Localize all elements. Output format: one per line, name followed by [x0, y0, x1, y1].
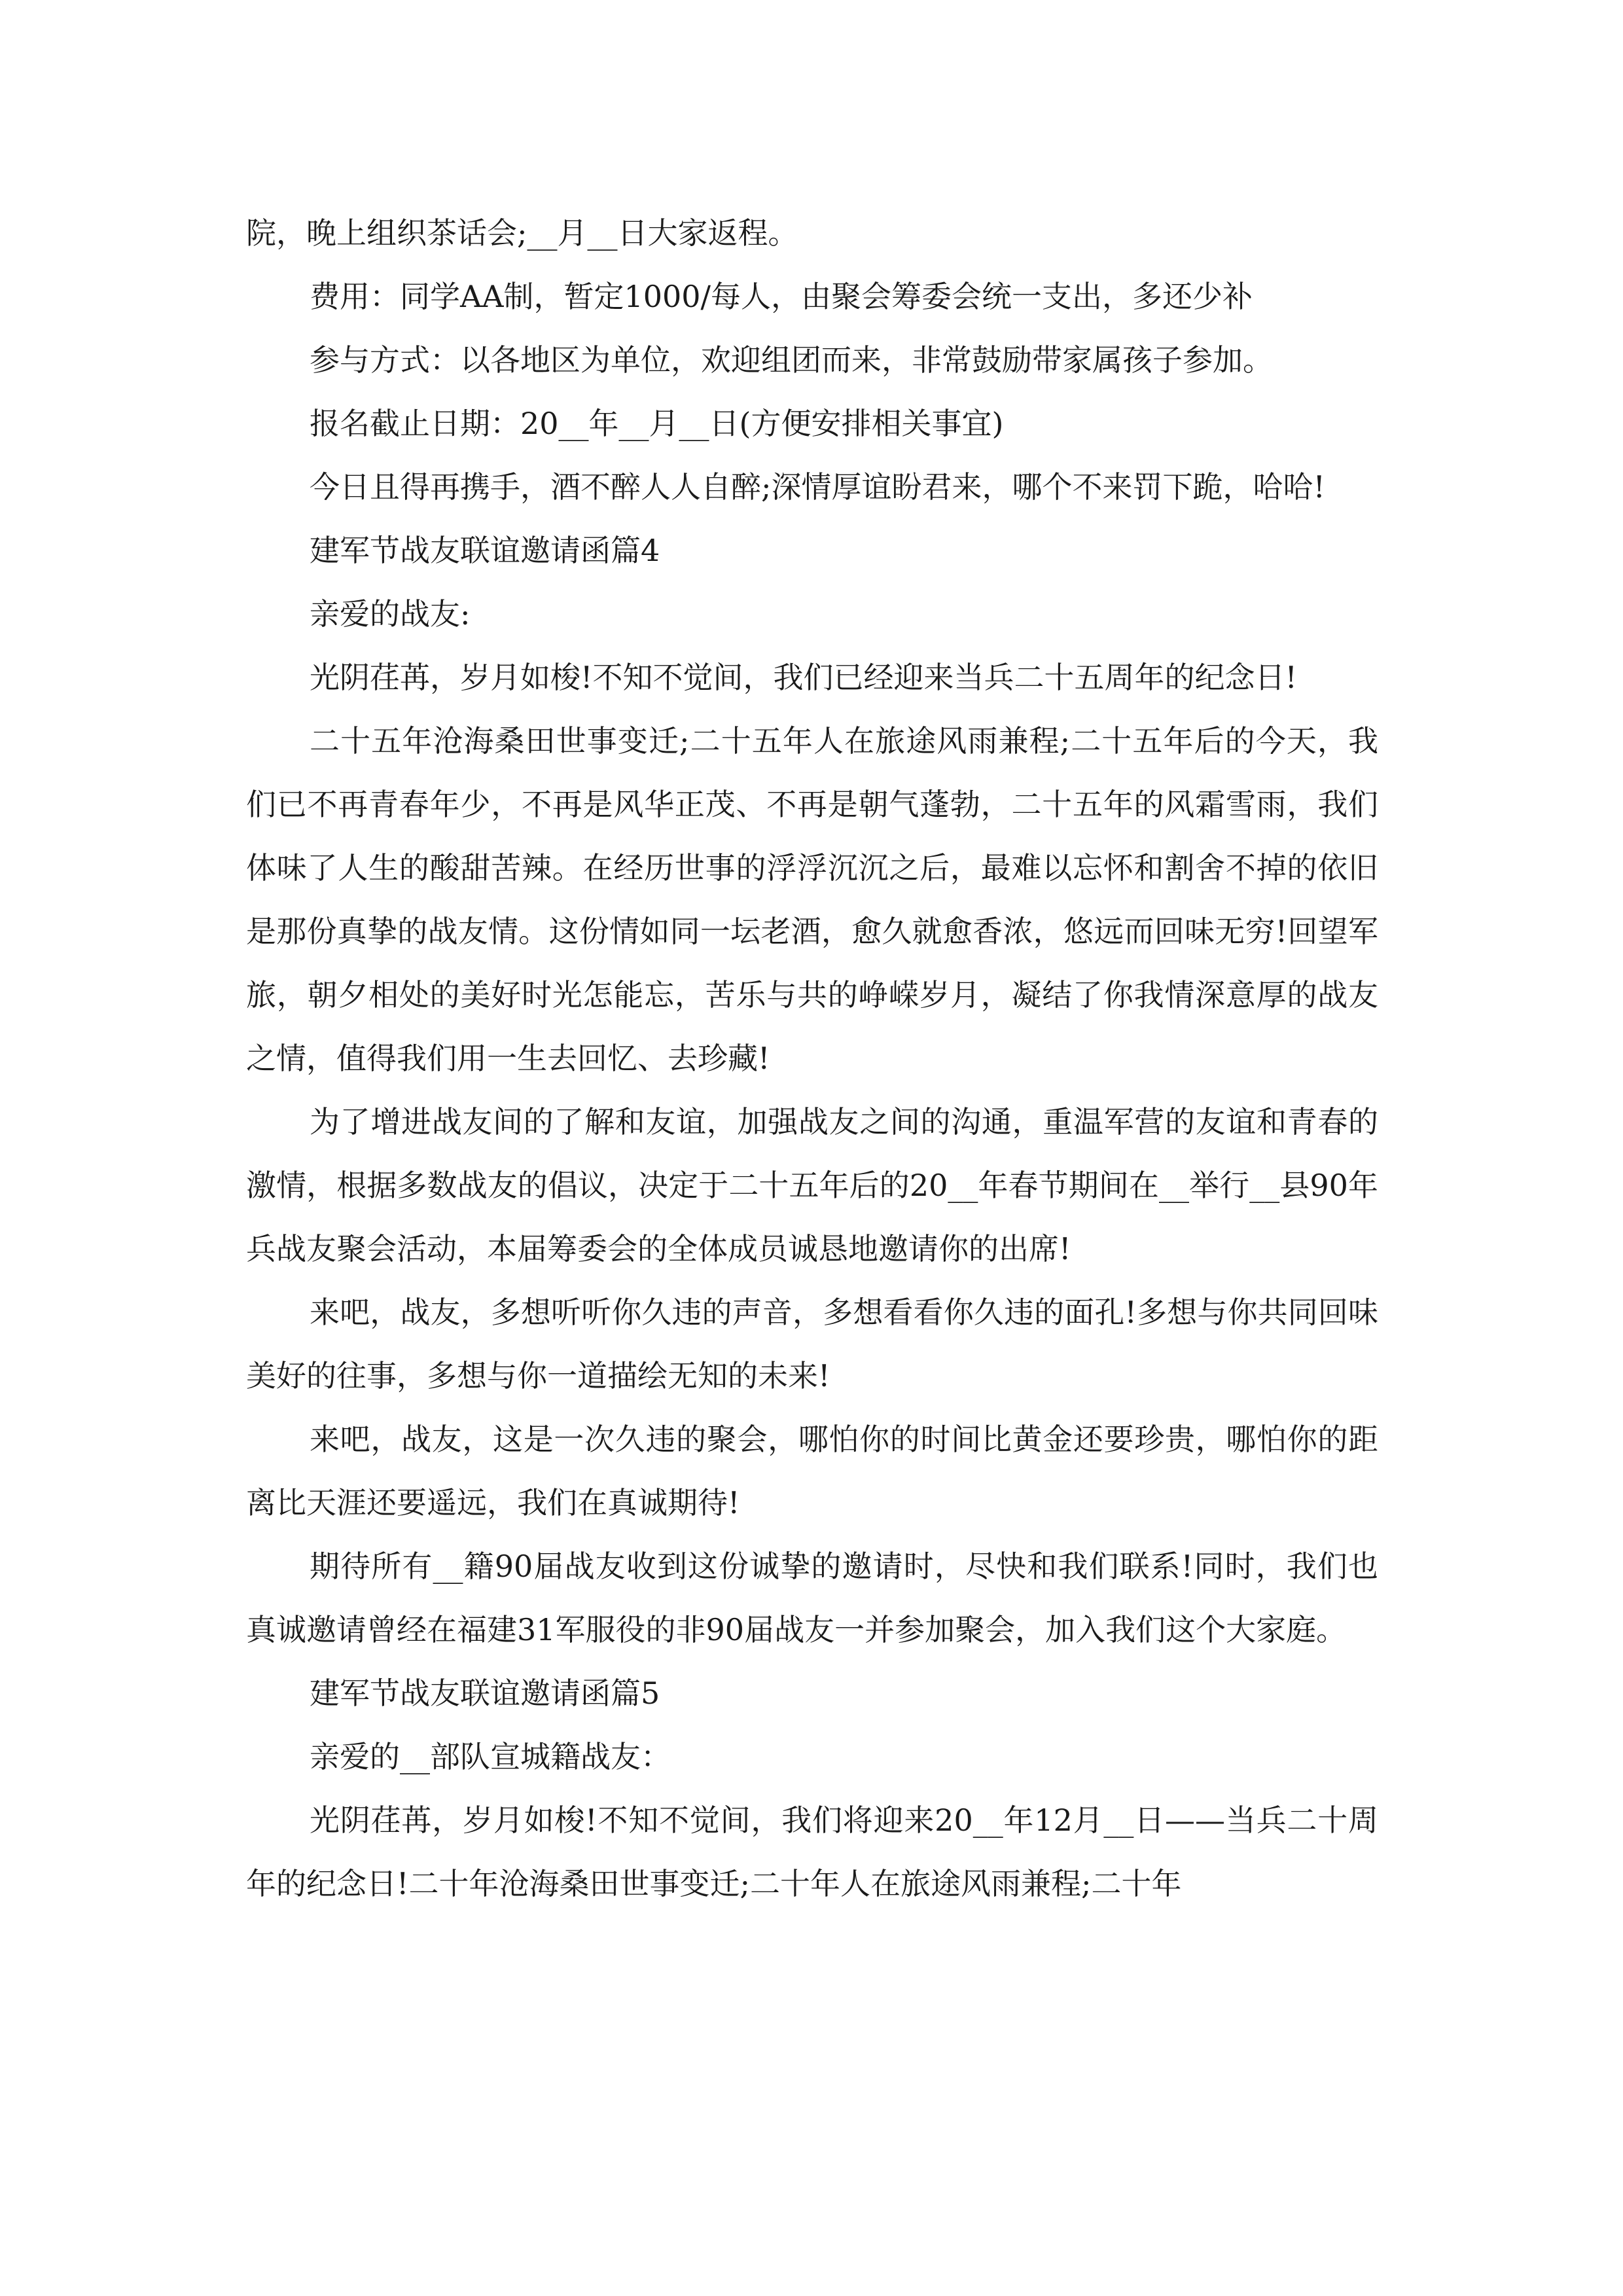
paragraph-expectation: 期待所有__籍90届战友收到这份诚挚的邀请时，尽快和我们联系!同时，我们也真诚邀请曾经在福建31军服役的非90届战友一并参加聚会，加入我们这个大家庭。 — [246, 1549, 1378, 1647]
section-heading-4: 建军节战友联谊邀请函篇4 — [310, 533, 660, 568]
paragraph-intro: 光阴荏苒，岁月如梭!不知不觉间，我们已经迎来当兵二十五周年的纪念日! — [310, 660, 1297, 695]
paragraph-salutation-5: 亲爱的__部队宣城籍战友： — [310, 1739, 671, 1774]
paragraph-come-2: 来吧，战友，这是一次久违的聚会，哪怕你的时间比黄金还要珍贵，哪怕你的距离比天涯还要遥远，我们在真诚期待! — [246, 1422, 1378, 1520]
document-body — [246, 202, 1378, 1916]
paragraph-deadline: 报名截止日期：20__年__月__日(方便安排相关事宜) — [310, 406, 1004, 441]
paragraph-participation: 参与方式：以各地区为单位，欢迎组团而来，非常鼓励带家属孩子参加。 — [310, 342, 1273, 378]
paragraph-intro-5: 光阴荏苒，岁月如梭!不知不觉间，我们将迎来20__年12月__日——当兵二十周年的纪念日!二十年沧海桑田世事变迁;二十年人在旅途风雨兼程;二十年 — [246, 1803, 1378, 1901]
section-heading-5: 建军节战友联谊邀请函篇5 — [310, 1676, 660, 1711]
paragraph-purpose: 为了增进战友间的了解和友谊，加强战友之间的沟通，重温军营的友谊和青春的激情，根据多数战友的倡议，决定于二十五年后的20__年春节期间在__举行__县90年兵战友聚会活动，本届筹委会的全体成员诚恳地邀请你的出席! — [246, 1104, 1378, 1266]
paragraph-come-1: 来吧，战友，多想听听你久违的声音，多想看看你久违的面孔!多想与你共同回味美好的往事，多想与你一道描绘无知的未来! — [246, 1295, 1378, 1393]
paragraph-salutation: 亲爱的战友: — [310, 596, 471, 632]
paragraph-fees: 费用：同学AA制，暂定1000/每人，由聚会筹委会统一支出，多还少补 — [310, 279, 1253, 314]
paragraph-schedule-end: 院，晚上组织茶话会;__月__日大家返程。 — [246, 215, 798, 251]
paragraph-closing-verse: 今日且得再携手，酒不醉人人自醉;深情厚谊盼君来，哪个不来罚下跪，哈哈! — [310, 469, 1325, 505]
paragraph-reflection: 二十五年沧海桑田世事变迁;二十五年人在旅途风雨兼程;二十五年后的今天，我们已不再青春年少，不再是风华正茂、不再是朝气蓬勃，二十五年的风霜雪雨，我们体味了人生的酸甜苦辣。在经历世事的浮浮沉沉之后，最难以忘怀和割舍不掉的依旧是那份真挚的战友情。这份情如同一坛老酒，愈久就愈香浓，悠远而回味无穷!回望军旅，朝夕相处的美好时光怎能忘，苦乐与共的峥嵘岁月，凝结了你我情深意厚的战友之情，值得我们用一生去回忆、去珍藏! — [246, 723, 1378, 1076]
